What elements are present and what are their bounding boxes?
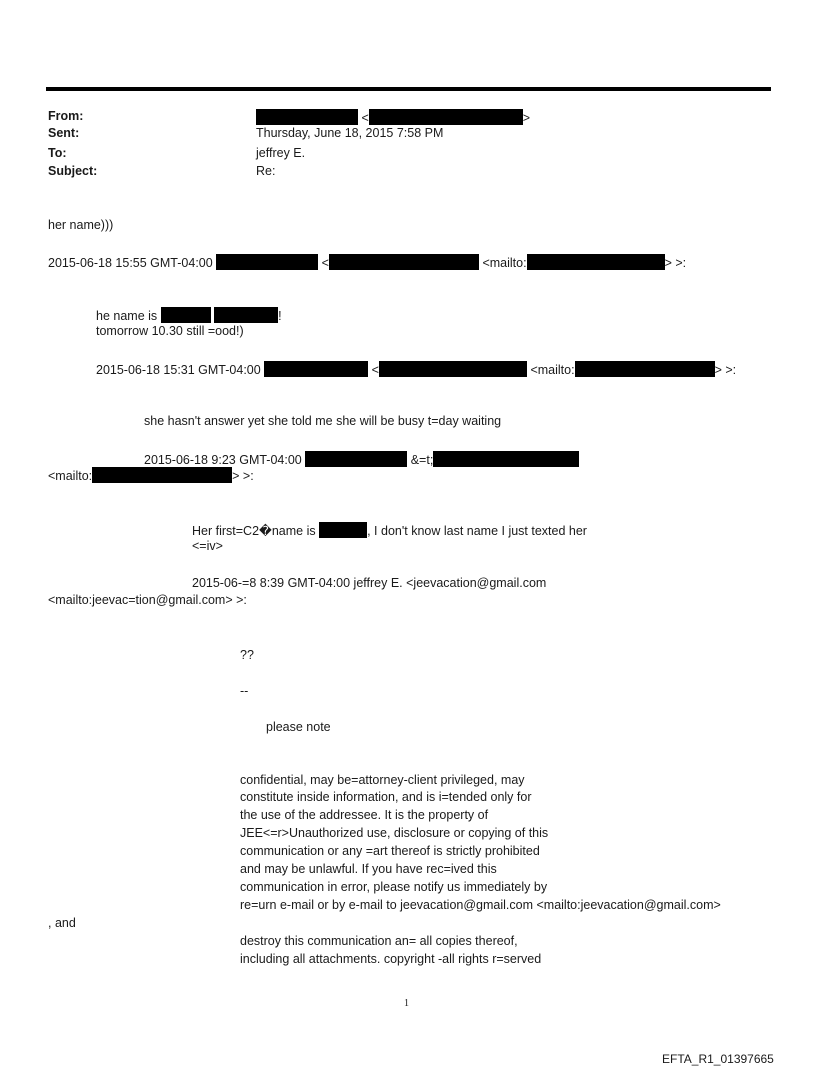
from-gt: > — [522, 111, 531, 125]
subject-value: Re: — [256, 164, 276, 178]
quote4-mailto: <mailto:jeevac=tion@gmail.com> >: — [48, 593, 247, 607]
please-note: please note — [266, 720, 331, 734]
subject-label: Subject: — [48, 164, 98, 178]
from-value — [256, 109, 530, 126]
disclaimer-line: constitute inside information, and is i=tended only for — [240, 790, 532, 804]
and-fragment: , and — [48, 916, 76, 930]
quote1-end: > >: — [664, 256, 687, 270]
disclaimer-line: re=urn e-mail or by e-mail to jeevacation@gmail.com <mailto:jeevacation@gmail.com> — [240, 898, 721, 912]
sent-label: Sent: — [48, 126, 80, 140]
quote3-first-name-line — [192, 522, 587, 539]
quote3-div: <=iv> — [192, 539, 223, 553]
sent-value: Thursday, June 18, 2015 7:58 PM — [256, 126, 444, 140]
header-rule — [46, 87, 771, 91]
quote1-lt: < — [321, 256, 329, 270]
quote3-first-suffix: , I don't know last name I just texted her — [367, 524, 587, 538]
disclaimer-line: JEE<=r>Unauthorized use, disclosure or copying of this — [240, 826, 549, 840]
quote3-mailto-line — [48, 467, 254, 484]
quote3-header — [144, 451, 579, 468]
redaction-block — [329, 254, 479, 270]
page-number: 1 — [404, 998, 409, 1009]
quote1-mailto: <mailto: — [482, 256, 527, 270]
disclaimer-line: the use of the addressee. It is the property of — [240, 808, 489, 822]
redaction-block — [264, 361, 368, 377]
to-value: jeffrey E. — [256, 146, 306, 160]
from-label: From: — [48, 109, 84, 123]
redaction-block — [305, 451, 407, 467]
signature-dashes: -- — [240, 684, 249, 698]
quote3-mailto: <mailto: — [48, 469, 93, 483]
redaction-block — [527, 254, 665, 270]
redaction-block — [433, 451, 579, 467]
document-id: EFTA_R1_01397665 — [662, 1052, 774, 1066]
disclaimer-line: confidential, may be=attorney-client privileged, may — [240, 773, 525, 787]
redaction-block — [379, 361, 527, 377]
redaction-block — [161, 307, 211, 323]
redaction-block — [575, 361, 715, 377]
question-marks: ?? — [240, 648, 254, 662]
from-lt: < — [361, 111, 369, 125]
redaction-block — [256, 109, 358, 125]
disclaimer-line: and may be unlawful. If you have rec=ived this — [240, 862, 497, 876]
quote1-name-prefix: he name is — [96, 309, 158, 323]
quote3-amp: &=t; — [410, 453, 434, 467]
to-label: To: — [48, 146, 67, 160]
quote2-text: she hasn't answer yet she told me she will be busy t=day waiting — [144, 414, 502, 428]
quote1-tomorrow: tomorrow 10.30 still =ood!) — [96, 324, 244, 338]
quote2-mailto: <mailto: — [530, 363, 575, 377]
quote2-lt: < — [371, 363, 379, 377]
quote1-header — [48, 254, 686, 271]
quote4-header: 2015-06-=8 8:39 GMT-04:00 jeffrey E. <jeevacation@gmail.com — [192, 576, 547, 590]
quote2-header — [96, 361, 736, 378]
redaction-block — [369, 109, 523, 125]
quote3-end: > >: — [232, 469, 254, 483]
body-line-her-name: her name))) — [48, 218, 114, 232]
redaction-block — [319, 522, 367, 538]
quote2-end: > >: — [714, 363, 737, 377]
disclaimer-line: including all attachments. copyright -all rights r=served — [240, 952, 542, 966]
quote1-date: 2015-06-18 15:55 GMT-04:00 — [48, 256, 213, 270]
quote3-first-prefix: Her first=C2�name is — [192, 524, 316, 538]
disclaimer-line: communication in error, please notify us immediately by — [240, 880, 548, 894]
quote2-date: 2015-06-18 15:31 GMT-04:00 — [96, 363, 261, 377]
redaction-block — [214, 307, 278, 323]
redaction-block — [92, 467, 232, 483]
disclaimer-line: destroy this communication an= all copies thereof, — [240, 934, 518, 948]
quote3-date: 2015-06-18 9:23 GMT-04:00 — [144, 453, 302, 467]
redaction-block — [216, 254, 318, 270]
quote1-name-line — [96, 307, 282, 324]
disclaimer-line: communication or any =art thereof is strictly prohibited — [240, 844, 540, 858]
quote1-name-suffix: ! — [278, 309, 282, 323]
